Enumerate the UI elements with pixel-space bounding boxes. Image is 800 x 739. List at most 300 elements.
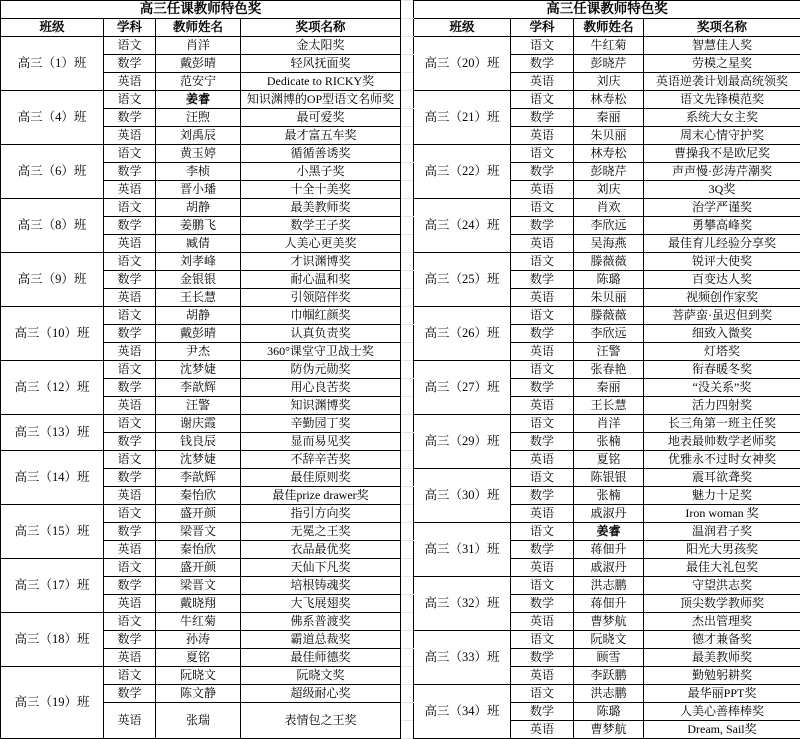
column-header: 奖项名称 <box>241 19 401 37</box>
class-cell: 高三（9）班 <box>1 253 104 307</box>
teacher-cell: 曹梦航 <box>574 721 644 739</box>
teacher-cell: 沈梦婕 <box>156 361 241 379</box>
award-cell: 守望洪志奖 <box>644 577 800 595</box>
award-cell: 才识渊博奖 <box>241 253 401 271</box>
award-cell: 知识渊博的OP型语文名师奖 <box>241 91 401 109</box>
teacher-cell: 王长慧 <box>574 397 644 415</box>
award-cell: 锐评大使奖 <box>644 253 800 271</box>
subject-cell: 数学 <box>104 217 156 235</box>
award-cell: 3Q奖 <box>644 181 800 199</box>
table-gap <box>401 109 414 127</box>
award-cell: 灯塔奖 <box>644 343 800 361</box>
subject-cell: 数学 <box>511 217 574 235</box>
award-cell: 耐心温和奖 <box>241 271 401 289</box>
teacher-cell: 金银银 <box>156 271 241 289</box>
subject-cell: 语文 <box>511 577 574 595</box>
award-cell: 数学王子奖 <box>241 217 401 235</box>
award-cell: 优雅永不过时女神奖 <box>644 451 800 469</box>
table-gap <box>401 91 414 109</box>
teacher-cell: 刘庆 <box>574 73 644 91</box>
class-cell: 高三（15）班 <box>1 505 104 559</box>
teacher-cell: 姜鹏飞 <box>156 217 241 235</box>
table-gap <box>401 127 414 145</box>
award-cell: 人美心善棒棒奖 <box>644 703 800 721</box>
teacher-cell: 姜睿 <box>156 91 241 109</box>
award-cell: 霸道总裁奖 <box>241 631 401 649</box>
award-cell: 最可爱奖 <box>241 109 401 127</box>
teacher-cell: 吴海燕 <box>574 235 644 253</box>
teacher-cell: 彭晓芹 <box>574 55 644 73</box>
subject-cell: 英语 <box>511 505 574 523</box>
subject-cell: 英语 <box>104 181 156 199</box>
teacher-cell: 曹梦航 <box>574 613 644 631</box>
award-cell: 阮晓文奖 <box>241 667 401 685</box>
subject-cell: 数学 <box>104 685 156 703</box>
class-cell: 高三（34）班 <box>414 685 511 739</box>
teacher-cell: 顾雪 <box>574 649 644 667</box>
subject-cell: 数学 <box>511 487 574 505</box>
table-gap <box>401 505 414 523</box>
subject-cell: 英语 <box>104 649 156 667</box>
award-cell: 巾帼红颜奖 <box>241 307 401 325</box>
award-cell: 衔春暖冬奖 <box>644 361 800 379</box>
award-cell: 最美教师奖 <box>241 199 401 217</box>
subject-cell: 语文 <box>104 505 156 523</box>
subject-cell: 数学 <box>104 109 156 127</box>
class-cell: 高三（8）班 <box>1 199 104 253</box>
teacher-cell: 孙涛 <box>156 631 241 649</box>
teacher-cell: 蒋佃升 <box>574 595 644 613</box>
subject-cell: 数学 <box>104 379 156 397</box>
award-cell: 最美教师奖 <box>644 649 800 667</box>
table-gap <box>401 559 414 577</box>
subject-cell: 英语 <box>511 73 574 91</box>
subject-cell: 数学 <box>511 541 574 559</box>
teacher-cell: 秦丽 <box>574 379 644 397</box>
award-cell: 魅力十足奖 <box>644 487 800 505</box>
table-gap <box>401 685 414 703</box>
class-cell: 高三（10）班 <box>1 307 104 361</box>
class-cell: 高三（18）班 <box>1 613 104 667</box>
subject-cell: 语文 <box>104 37 156 55</box>
class-cell: 高三（24）班 <box>414 199 511 253</box>
award-cell: 小黑子奖 <box>241 163 401 181</box>
teacher-cell: 张楠 <box>574 487 644 505</box>
class-cell: 高三（29）班 <box>414 415 511 469</box>
subject-cell: 语文 <box>104 145 156 163</box>
subject-cell: 英语 <box>104 73 156 91</box>
table-gap <box>401 595 414 613</box>
award-cell: 周末心情守护奖 <box>644 127 800 145</box>
award-cell: 曹操我不是欧尼奖 <box>644 145 800 163</box>
subject-cell: 数学 <box>511 325 574 343</box>
award-cell: 指引方向奖 <box>241 505 401 523</box>
award-cell: 最华丽PPT奖 <box>644 685 800 703</box>
teacher-cell: 盛开颜 <box>156 559 241 577</box>
teacher-cell: 陈文静 <box>156 685 241 703</box>
award-cell: 超级耐心奖 <box>241 685 401 703</box>
award-cell: 人美心更美奖 <box>241 235 401 253</box>
table-gap <box>401 397 414 415</box>
subject-cell: 语文 <box>104 307 156 325</box>
subject-cell: 语文 <box>511 631 574 649</box>
teacher-cell: 李歆辉 <box>156 469 241 487</box>
award-cell: 勤勉躬耕奖 <box>644 667 800 685</box>
subject-cell: 数学 <box>104 325 156 343</box>
award-cell: 佛系普渡奖 <box>241 613 401 631</box>
award-cell: 无冕之王奖 <box>241 523 401 541</box>
subject-cell: 语文 <box>511 361 574 379</box>
subject-cell: 数学 <box>511 595 574 613</box>
table-gap <box>401 217 414 235</box>
column-header: 教师姓名 <box>156 19 241 37</box>
subject-cell: 数学 <box>104 55 156 73</box>
award-cell: 金太阳奖 <box>241 37 401 55</box>
teacher-cell: 林寿松 <box>574 91 644 109</box>
award-cell: 引领陪伴奖 <box>241 289 401 307</box>
subject-cell: 数学 <box>511 649 574 667</box>
teacher-cell: 李欣远 <box>574 325 644 343</box>
subject-cell: 英语 <box>511 559 574 577</box>
teacher-cell: 滕薇薇 <box>574 307 644 325</box>
table-gap <box>401 469 414 487</box>
class-cell: 高三（20）班 <box>414 37 511 91</box>
subject-cell: 数学 <box>104 433 156 451</box>
teacher-cell: 戴彭晴 <box>156 325 241 343</box>
subject-cell: 语文 <box>104 415 156 433</box>
table-gap <box>401 703 414 721</box>
teacher-cell: 晋小璠 <box>156 181 241 199</box>
class-cell: 高三（27）班 <box>414 361 511 415</box>
table-title: 高三任课教师特色奖 <box>414 1 800 19</box>
class-cell: 高三（1）班 <box>1 37 104 91</box>
subject-cell: 英语 <box>511 451 574 469</box>
teacher-cell: 梁晋文 <box>156 523 241 541</box>
subject-cell: 英语 <box>511 721 574 739</box>
teacher-cell: 彭晓芹 <box>574 163 644 181</box>
table-gap <box>401 613 414 631</box>
award-cell: Iron woman 奖 <box>644 505 800 523</box>
award-cell: 德才兼备奖 <box>644 631 800 649</box>
teacher-cell: 肖洋 <box>156 37 241 55</box>
award-cell: 循循善诱奖 <box>241 145 401 163</box>
award-cell: 最佳师德奖 <box>241 649 401 667</box>
teacher-cell: 钱良辰 <box>156 433 241 451</box>
subject-cell: 数学 <box>511 379 574 397</box>
teacher-cell: 汪煦 <box>156 109 241 127</box>
subject-cell: 语文 <box>104 559 156 577</box>
teacher-cell: 夏铭 <box>574 451 644 469</box>
award-cell: 英语逆袭计划最高统领奖 <box>644 73 800 91</box>
table-gap <box>401 433 414 451</box>
award-cell: 最佳prize drawer奖 <box>241 487 401 505</box>
teacher-cell: 肖洋 <box>574 415 644 433</box>
table-gap <box>401 73 414 91</box>
subject-cell: 英语 <box>104 127 156 145</box>
subject-cell: 语文 <box>104 91 156 109</box>
subject-cell: 数学 <box>511 271 574 289</box>
subject-cell: 英语 <box>511 289 574 307</box>
subject-cell: 英语 <box>104 289 156 307</box>
teacher-cell: 朱贝丽 <box>574 289 644 307</box>
teacher-cell: 张春艳 <box>574 361 644 379</box>
table-gap <box>401 721 414 739</box>
award-cell: 长三角第一班主任奖 <box>644 415 800 433</box>
subject-cell: 英语 <box>511 613 574 631</box>
teacher-cell: 李跃鹏 <box>574 667 644 685</box>
teacher-cell: 臧倩 <box>156 235 241 253</box>
award-cell: 声声慢·彭涛芹潮奖 <box>644 163 800 181</box>
award-cell: 勇攀高峰奖 <box>644 217 800 235</box>
award-cell: 震耳欲聋奖 <box>644 469 800 487</box>
teacher-cell: 黄玉婷 <box>156 145 241 163</box>
subject-cell: 语文 <box>511 685 574 703</box>
subject-cell: 英语 <box>104 487 156 505</box>
teacher-cell: 李歆辉 <box>156 379 241 397</box>
column-header: 学科 <box>104 19 156 37</box>
teacher-cell: 戚淑丹 <box>574 559 644 577</box>
subject-cell: 语文 <box>511 253 574 271</box>
teacher-cell: 张楠 <box>574 433 644 451</box>
table-gap <box>401 145 414 163</box>
class-cell: 高三（14）班 <box>1 451 104 505</box>
subject-cell: 英语 <box>511 235 574 253</box>
class-cell: 高三（30）班 <box>414 469 511 523</box>
teacher-cell: 秦怡欣 <box>156 487 241 505</box>
subject-cell: 英语 <box>104 343 156 361</box>
subject-cell: 语文 <box>511 199 574 217</box>
subject-cell: 语文 <box>511 91 574 109</box>
award-cell: 最才富五车奖 <box>241 127 401 145</box>
award-cell: 地表最帅数学老师奖 <box>644 433 800 451</box>
subject-cell: 英语 <box>511 343 574 361</box>
subject-cell: 英语 <box>104 397 156 415</box>
subject-cell: 语文 <box>104 199 156 217</box>
teacher-cell: 戴彭晴 <box>156 55 241 73</box>
subject-cell: 语文 <box>104 613 156 631</box>
award-cell: 十全十美奖 <box>241 181 401 199</box>
teacher-cell: 陈银银 <box>574 469 644 487</box>
award-cell: 防伪元勋奖 <box>241 361 401 379</box>
subject-cell: 语文 <box>104 361 156 379</box>
subject-cell: 数学 <box>104 523 156 541</box>
teacher-cell: 陈璐 <box>574 703 644 721</box>
award-cell: 辛勤园丁奖 <box>241 415 401 433</box>
subject-cell: 数学 <box>511 55 574 73</box>
teacher-cell: 胡静 <box>156 199 241 217</box>
table-gap <box>401 37 414 55</box>
teacher-cell: 沈梦婕 <box>156 451 241 469</box>
subject-cell: 语文 <box>511 307 574 325</box>
award-cell: 衣品最优奖 <box>241 541 401 559</box>
table-gap <box>401 523 414 541</box>
table-gap <box>401 631 414 649</box>
teacher-cell: 谢庆霞 <box>156 415 241 433</box>
class-cell: 高三（12）班 <box>1 361 104 415</box>
subject-cell: 数学 <box>511 109 574 127</box>
subject-cell: 语文 <box>511 523 574 541</box>
award-cell: 最佳原则奖 <box>241 469 401 487</box>
sheet-body <box>1 1 800 739</box>
subject-cell: 英语 <box>511 181 574 199</box>
award-cell: 天仙下凡奖 <box>241 559 401 577</box>
subject-cell: 数学 <box>511 433 574 451</box>
subject-cell: 数学 <box>511 703 574 721</box>
award-cell: 活力四射奖 <box>644 397 800 415</box>
subject-cell: 英语 <box>511 397 574 415</box>
subject-cell: 英语 <box>511 667 574 685</box>
teacher-cell: 洪志鹏 <box>574 577 644 595</box>
table-gap <box>401 667 414 685</box>
subject-cell: 语文 <box>104 451 156 469</box>
award-cell: 百变达人奖 <box>644 271 800 289</box>
table-gap <box>401 199 414 217</box>
table-gap <box>401 325 414 343</box>
column-header: 奖项名称 <box>644 19 800 37</box>
subject-cell: 英语 <box>104 541 156 559</box>
award-cell: 培根铸魂奖 <box>241 577 401 595</box>
teacher-cell: 盛开颜 <box>156 505 241 523</box>
teacher-cell: 滕薇薇 <box>574 253 644 271</box>
table-gap <box>401 271 414 289</box>
award-cell: 语文先锋模范奖 <box>644 91 800 109</box>
subject-cell: 英语 <box>104 595 156 613</box>
teacher-cell: 牛红菊 <box>156 613 241 631</box>
teacher-cell: 尹杰 <box>156 343 241 361</box>
class-cell: 高三（22）班 <box>414 145 511 199</box>
class-cell: 高三（32）班 <box>414 577 511 631</box>
teacher-cell: 汪警 <box>156 397 241 415</box>
teacher-cell: 王长慧 <box>156 289 241 307</box>
award-cell: 劳模之星奖 <box>644 55 800 73</box>
teacher-cell: 李桢 <box>156 163 241 181</box>
award-cell: 阳光大男孩奖 <box>644 541 800 559</box>
award-cell: 用心良苦奖 <box>241 379 401 397</box>
subject-cell: 数学 <box>104 163 156 181</box>
award-cell: 不辞辛苦奖 <box>241 451 401 469</box>
subject-cell: 语文 <box>511 37 574 55</box>
subject-cell: 数学 <box>104 271 156 289</box>
award-cell: 视频创作家奖 <box>644 289 800 307</box>
table-gap <box>401 541 414 559</box>
award-cell: 显而易见奖 <box>241 433 401 451</box>
class-cell: 高三（21）班 <box>414 91 511 145</box>
award-cell: 知识渊博奖 <box>241 397 401 415</box>
teacher-cell: 阮晓文 <box>156 667 241 685</box>
teacher-cell: 李欣远 <box>574 217 644 235</box>
subject-cell: 数学 <box>104 469 156 487</box>
table-gap <box>401 379 414 397</box>
award-cell: 细致入微奖 <box>644 325 800 343</box>
class-cell: 高三（6）班 <box>1 145 104 199</box>
subject-cell: 语文 <box>104 253 156 271</box>
subject-cell: 语文 <box>104 667 156 685</box>
award-cell: 菩萨蛮·虽迟但到奖 <box>644 307 800 325</box>
subject-cell: 英语 <box>104 703 156 739</box>
award-cell: 轻风抚面奖 <box>241 55 401 73</box>
class-cell: 高三（26）班 <box>414 307 511 361</box>
teacher-cell: 刘禹辰 <box>156 127 241 145</box>
award-cell: “没关系”奖 <box>644 379 800 397</box>
table-gap <box>401 343 414 361</box>
award-cell: 治学严谨奖 <box>644 199 800 217</box>
award-cell: Dream, Sail奖 <box>644 721 800 739</box>
award-cell: 系统大女主奖 <box>644 109 800 127</box>
column-header: 班级 <box>414 19 511 37</box>
award-cell: 大飞展翅奖 <box>241 595 401 613</box>
table-gap <box>401 649 414 667</box>
table-gap <box>401 577 414 595</box>
table-gap <box>401 55 414 73</box>
teacher-cell: 戴晓翔 <box>156 595 241 613</box>
class-cell: 高三（19）班 <box>1 667 104 739</box>
teacher-cell: 夏铭 <box>156 649 241 667</box>
award-cell: 360°课堂守卫战士奖 <box>241 343 401 361</box>
teacher-cell: 肖欢 <box>574 199 644 217</box>
teacher-cell: 蒋佃升 <box>574 541 644 559</box>
subject-cell: 数学 <box>104 577 156 595</box>
award-cell: 智慧佳人奖 <box>644 37 800 55</box>
table-gap <box>401 19 414 37</box>
award-cell: Dedicate to RICKY奖 <box>241 73 401 91</box>
award-cell: 最佳育儿经验分享奖 <box>644 235 800 253</box>
teacher-cell: 秦丽 <box>574 109 644 127</box>
award-cell: 认真负责奖 <box>241 325 401 343</box>
table-gap <box>401 415 414 433</box>
teacher-cell: 汪警 <box>574 343 644 361</box>
subject-cell: 英语 <box>511 127 574 145</box>
table-gap <box>401 487 414 505</box>
teacher-cell: 姜睿 <box>574 523 644 541</box>
teacher-cell: 朱贝丽 <box>574 127 644 145</box>
teacher-cell: 戚淑丹 <box>574 505 644 523</box>
subject-cell: 数学 <box>104 631 156 649</box>
subject-cell: 语文 <box>511 469 574 487</box>
teacher-cell: 牛红菊 <box>574 37 644 55</box>
teacher-cell: 刘孝峰 <box>156 253 241 271</box>
subject-cell: 数学 <box>511 163 574 181</box>
award-cell: 杰出管理奖 <box>644 613 800 631</box>
teacher-cell: 洪志鹏 <box>574 685 644 703</box>
teacher-cell: 刘庆 <box>574 181 644 199</box>
table-gap <box>401 181 414 199</box>
teacher-cell: 梁晋文 <box>156 577 241 595</box>
subject-cell: 语文 <box>511 415 574 433</box>
class-cell: 高三（13）班 <box>1 415 104 451</box>
table-gap <box>401 289 414 307</box>
table-gap <box>401 1 414 19</box>
class-cell: 高三（4）班 <box>1 91 104 145</box>
teacher-cell: 林寿松 <box>574 145 644 163</box>
award-cell: 表情包之王奖 <box>241 703 401 739</box>
teacher-cell: 阮晓文 <box>574 631 644 649</box>
class-cell: 高三（33）班 <box>414 631 511 685</box>
teacher-cell: 范安宁 <box>156 73 241 91</box>
award-cell: 温润君子奖 <box>644 523 800 541</box>
teacher-cell: 张瑞 <box>156 703 241 739</box>
teacher-cell: 陈璐 <box>574 271 644 289</box>
table-gap <box>401 163 414 181</box>
teacher-cell: 胡静 <box>156 307 241 325</box>
table-gap <box>401 307 414 325</box>
column-header: 班级 <box>1 19 104 37</box>
class-cell: 高三（25）班 <box>414 253 511 307</box>
table-title: 高三任课教师特色奖 <box>1 1 401 19</box>
class-cell: 高三（17）班 <box>1 559 104 613</box>
subject-cell: 英语 <box>104 235 156 253</box>
table-gap <box>401 253 414 271</box>
subject-cell: 语文 <box>511 145 574 163</box>
